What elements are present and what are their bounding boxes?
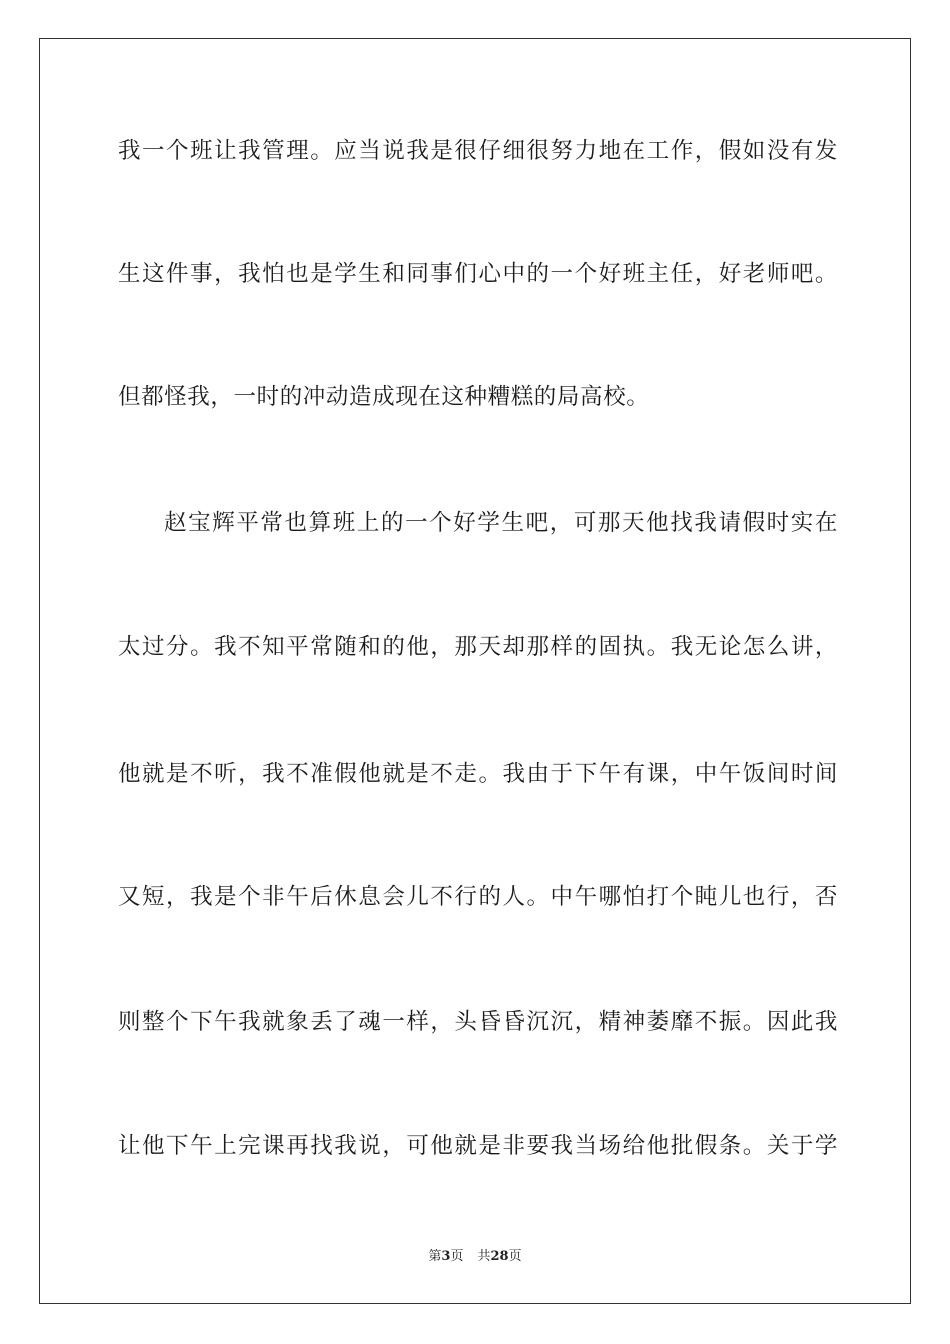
text-line-3: 但都怪我，一时的冲动造成现在这种糟糕的局高校。 — [118, 384, 650, 410]
footer-page-number: 3 — [441, 1249, 451, 1264]
text-line-5: 太过分。我不知平常随和的他，那天却那样的固执。我无论怎么讲， — [118, 634, 838, 660]
text-line-2: 生这件事，我怕也是学生和同事们心中的一个好班主任，好老师吧。 — [118, 261, 838, 287]
footer-total-suffix: 页 — [508, 1249, 522, 1264]
text-line-6: 他就是不听，我不准假他就是不走。我由于下午有课，中午饭间时间 — [118, 761, 838, 787]
page-border — [39, 38, 911, 1304]
footer-page-suffix: 页 — [450, 1249, 464, 1264]
footer-total-pages: 28 — [490, 1249, 509, 1264]
footer-page-prefix: 第 — [428, 1249, 442, 1264]
footer-total-prefix: 共 — [477, 1249, 491, 1264]
text-line-4: 赵宝辉平常也算班上的一个好学生吧，可那天他找我请假时实在 — [164, 510, 838, 536]
page-footer — [0, 1248, 950, 1266]
text-line-1: 我一个班让我管理。应当说我是很仔细很努力地在工作，假如没有发 — [118, 138, 838, 164]
text-line-9: 让他下午上完课再找我说，可他就是非要我当场给他批假条。关于学 — [118, 1133, 838, 1159]
text-line-8: 则整个下午我就象丢了魂一样，头昏昏沉沉，精神萎靡不振。因此我 — [118, 1009, 838, 1035]
text-line-7: 又短，我是个非午后休息会儿不行的人。中午哪怕打个盹儿也行，否 — [118, 884, 838, 910]
